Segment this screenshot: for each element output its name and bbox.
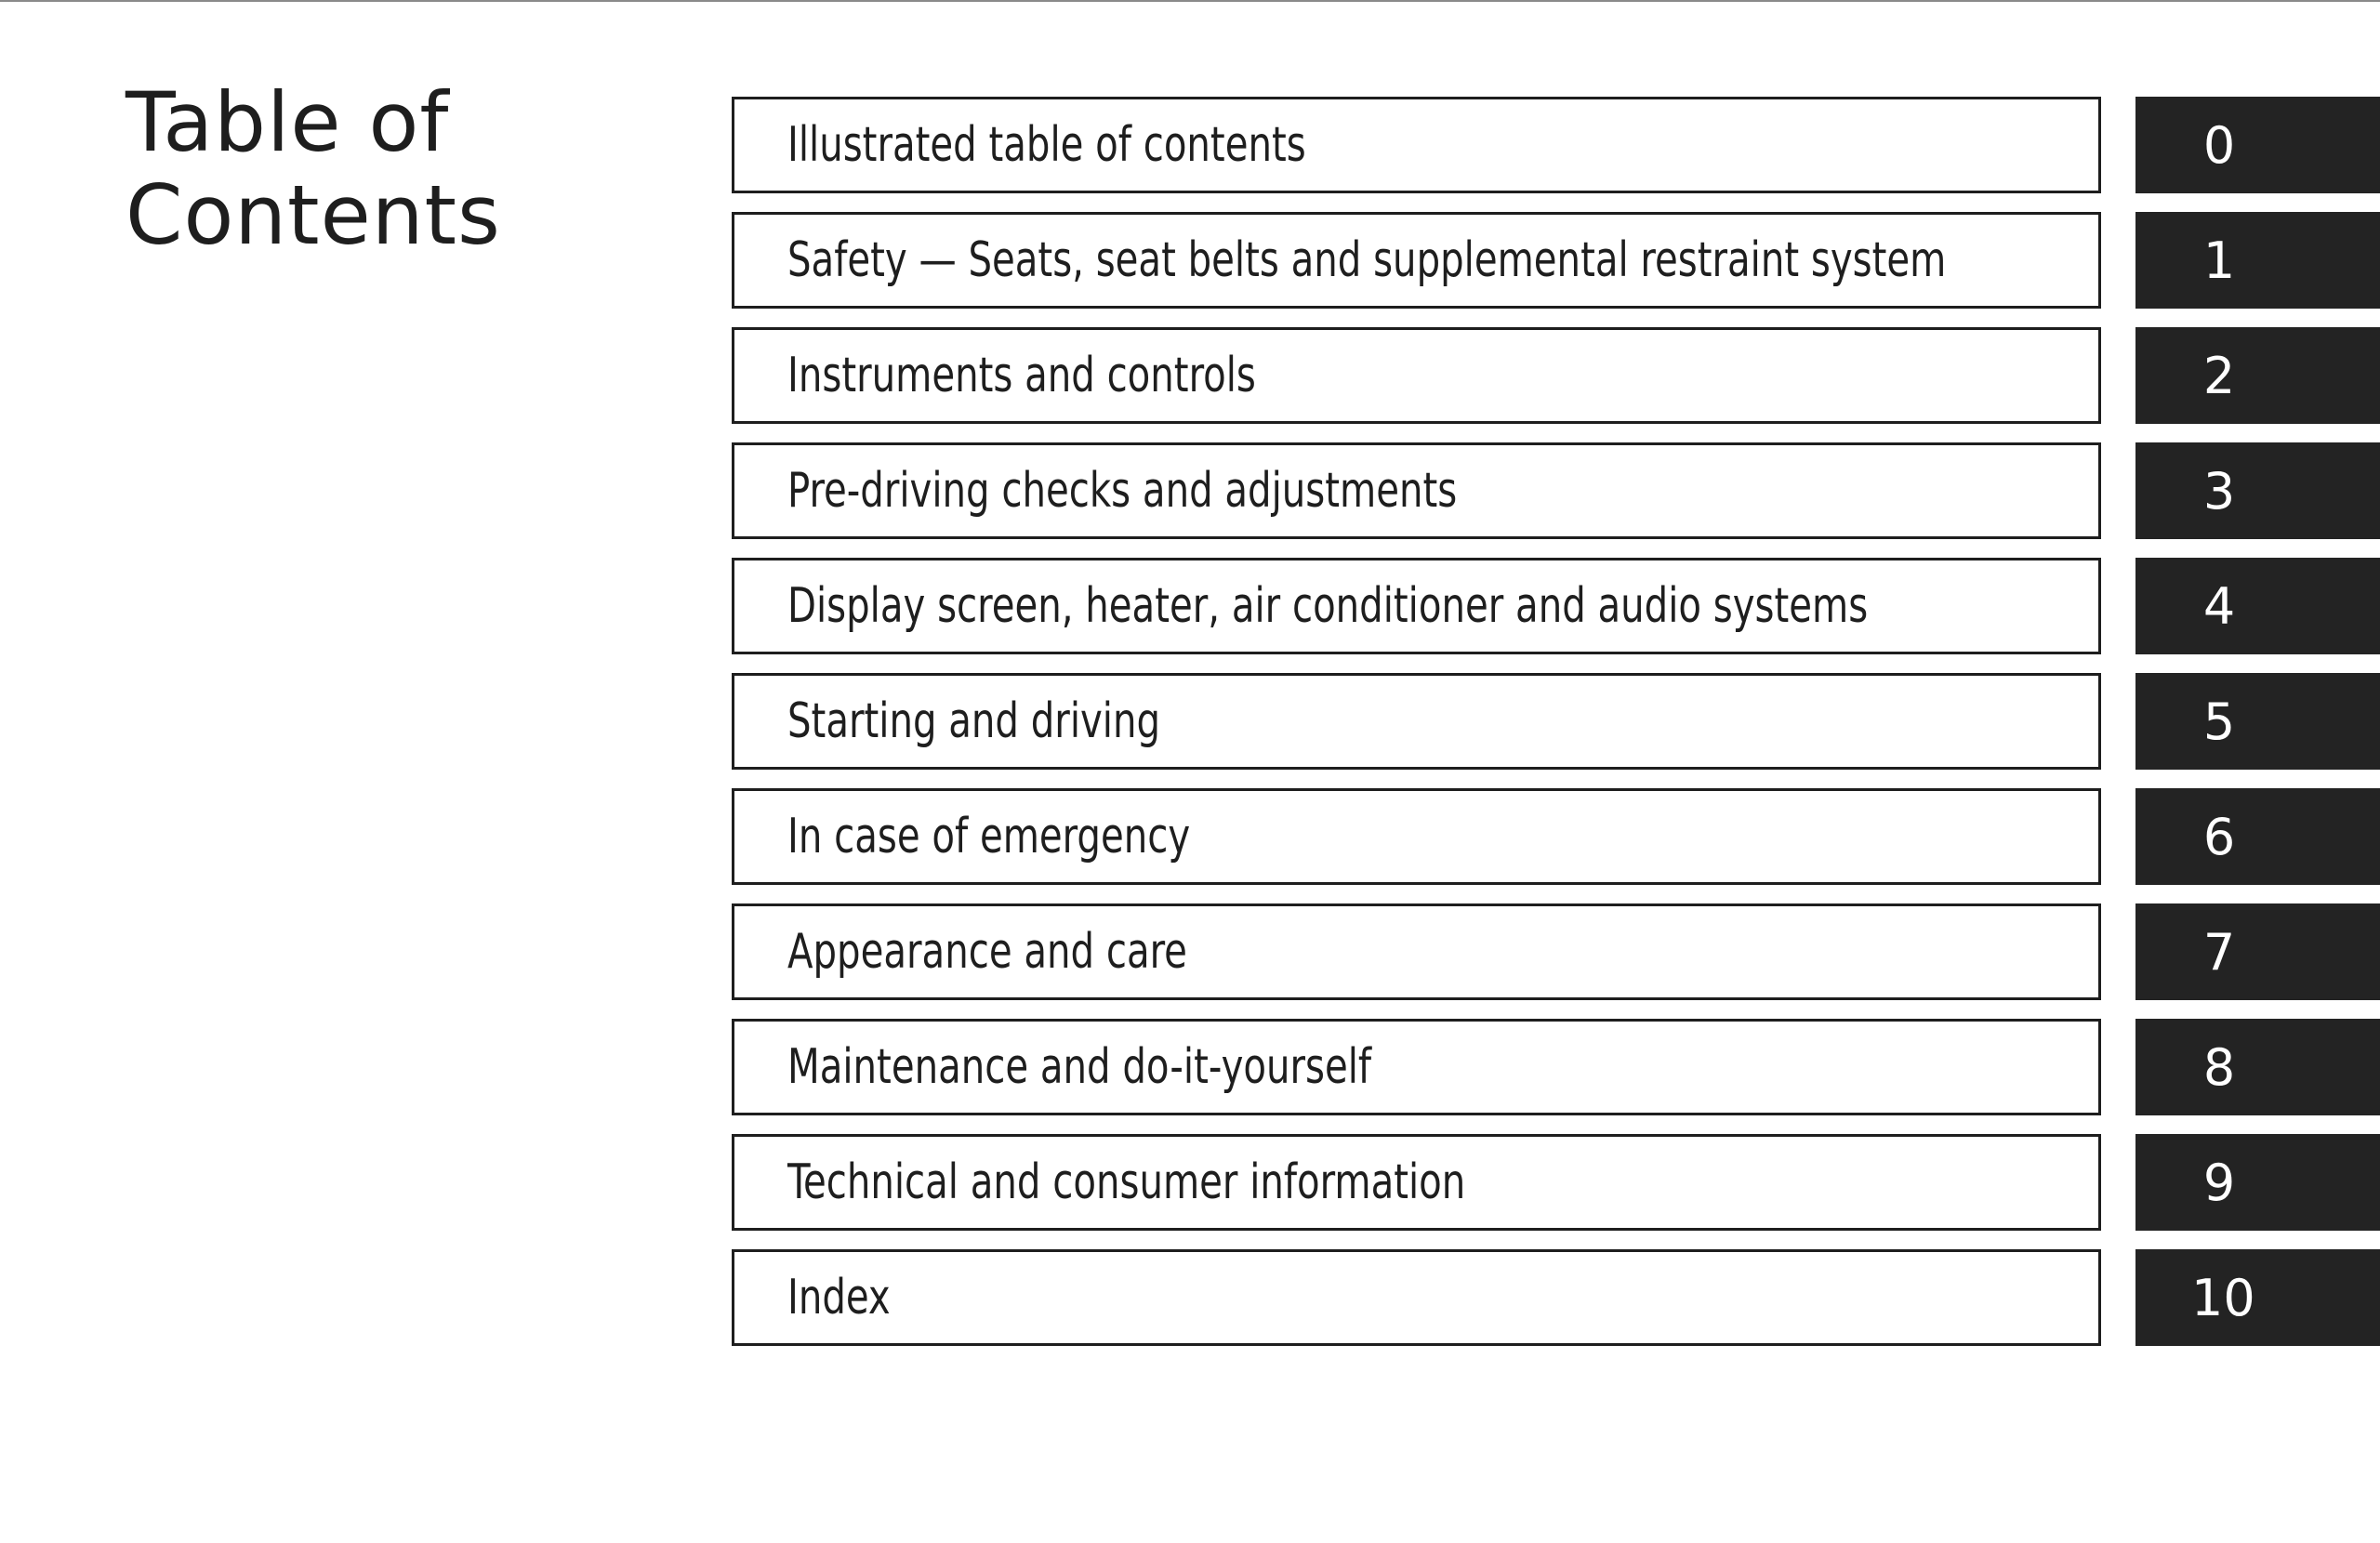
section-tab-4[interactable]: [2135, 558, 2380, 654]
section-number: 5: [2202, 692, 2236, 751]
toc-entry-maintenance[interactable]: [732, 1019, 2380, 1134]
page-title: [126, 76, 501, 262]
toc-entry-box[interactable]: [732, 903, 2101, 1000]
section-number: 9: [2202, 1153, 2236, 1212]
section-number: 1: [2202, 231, 2236, 290]
toc-entry-label: Pre-driving checks and adjustments: [787, 463, 1458, 519]
section-tab-0[interactable]: [2135, 97, 2380, 193]
toc-entry-pre-driving-checks[interactable]: [732, 442, 2380, 558]
toc-entry-label: Instruments and controls: [787, 348, 1256, 403]
toc-entry-box[interactable]: [732, 1249, 2101, 1346]
toc-entry-display-screen-heater-audio[interactable]: [732, 558, 2380, 673]
section-tab-10[interactable]: [2135, 1249, 2380, 1346]
section-tab-2[interactable]: [2135, 327, 2380, 424]
section-number: 3: [2202, 461, 2236, 521]
toc-entry-appearance-and-care[interactable]: [732, 903, 2380, 1019]
toc-entry-box[interactable]: [732, 327, 2101, 424]
toc-entry-in-case-of-emergency[interactable]: [732, 788, 2380, 903]
toc-entry-box[interactable]: [732, 558, 2101, 654]
toc-entry-instruments-and-controls[interactable]: [732, 327, 2380, 442]
section-number: 4: [2202, 576, 2236, 636]
toc-entry-label: Appearance and care: [787, 924, 1187, 980]
section-tab-9[interactable]: [2135, 1134, 2380, 1231]
toc-entry-label: Index: [787, 1270, 891, 1325]
section-number: 10: [2191, 1268, 2255, 1327]
toc-entry-box[interactable]: [732, 212, 2101, 309]
page-title-line-2: Contents: [126, 167, 501, 263]
section-tab-3[interactable]: [2135, 442, 2380, 539]
toc-entry-index[interactable]: [732, 1249, 2380, 1365]
toc-entry-box[interactable]: [732, 788, 2101, 885]
section-number: 6: [2202, 807, 2236, 866]
toc-entry-box[interactable]: [732, 442, 2101, 539]
toc-entry-technical-consumer-information[interactable]: [732, 1134, 2380, 1249]
toc-entry-box[interactable]: [732, 1019, 2101, 1115]
toc-entry-label: In case of emergency: [787, 809, 1191, 864]
toc-entry-label: Maintenance and do-it-yourself: [787, 1039, 1372, 1095]
section-number: 2: [2202, 346, 2236, 405]
toc-entry-label: Starting and driving: [787, 693, 1161, 749]
toc-list: [732, 97, 2380, 1365]
section-tab-1[interactable]: [2135, 212, 2380, 309]
top-rule: [0, 0, 2380, 2]
toc-entry-illustrated-table-of-contents[interactable]: [732, 97, 2380, 212]
section-tab-5[interactable]: [2135, 673, 2380, 770]
toc-entry-box[interactable]: [732, 97, 2101, 193]
page-title-line-1: Table of: [126, 74, 450, 170]
section-number: 0: [2202, 115, 2236, 175]
toc-entry-box[interactable]: [732, 673, 2101, 770]
toc-entry-label: Illustrated table of contents: [787, 117, 1306, 173]
section-tab-7[interactable]: [2135, 903, 2380, 1000]
toc-entry-label: Technical and consumer information: [787, 1154, 1466, 1210]
toc-entry-safety[interactable]: [732, 212, 2380, 327]
toc-entry-box[interactable]: [732, 1134, 2101, 1231]
toc-entry-label: Safety — Seats, seat belts and supplemental restraint system: [787, 232, 1947, 288]
toc-entry-starting-and-driving[interactable]: [732, 673, 2380, 788]
section-tab-8[interactable]: [2135, 1019, 2380, 1115]
toc-entry-label: Display screen, heater, air conditioner and audio systems: [787, 578, 1869, 634]
section-number: 7: [2202, 922, 2236, 982]
section-tab-6[interactable]: [2135, 788, 2380, 885]
section-number: 8: [2202, 1037, 2236, 1097]
